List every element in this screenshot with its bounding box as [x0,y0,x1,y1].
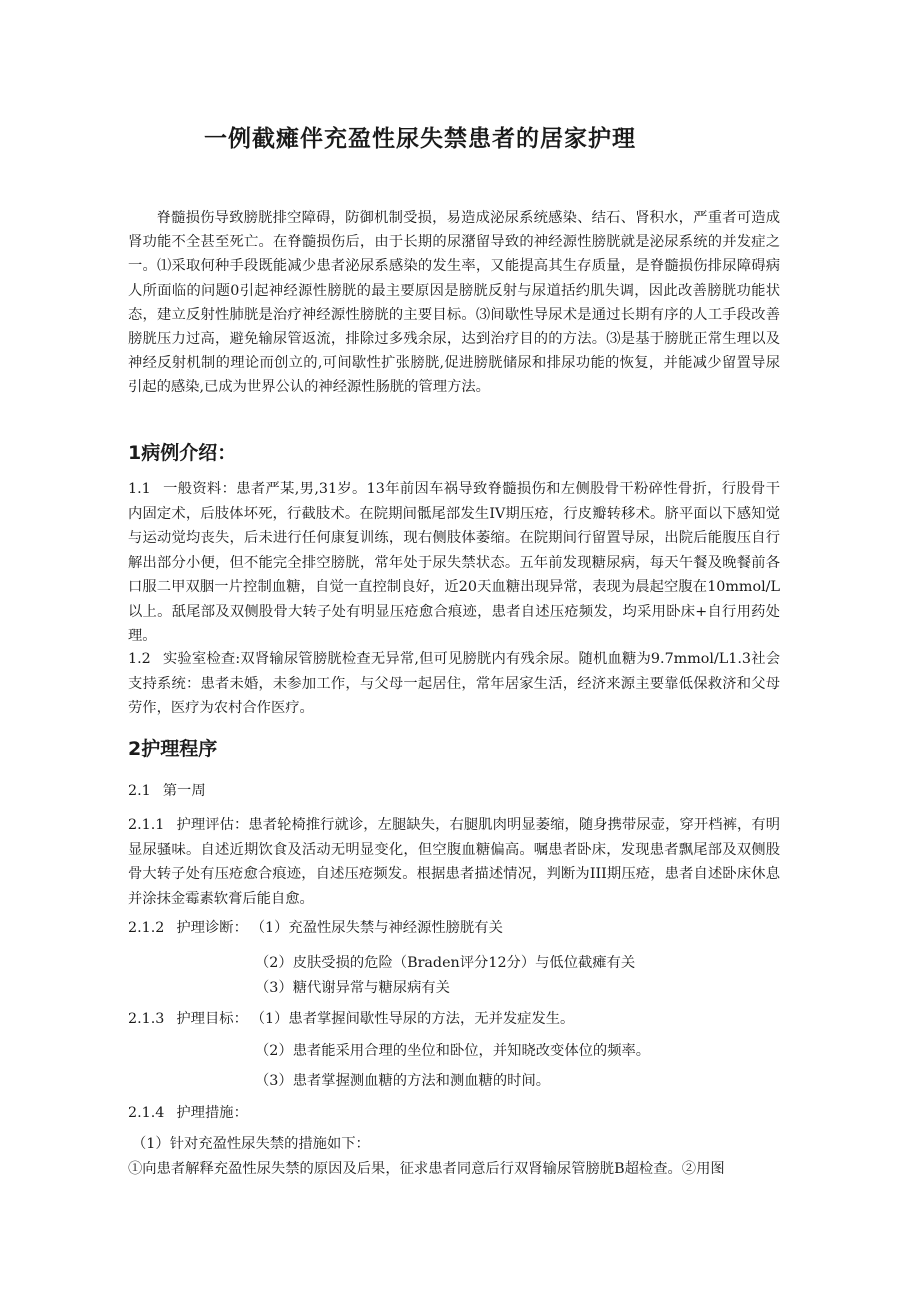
subsection-label: 第一周 [162,783,206,799]
subsection-label: 护理诊断： [176,920,248,936]
goal-item: （2）患者能采用合理的坐位和卧位，并知晓改变体位的频率。 [255,1043,651,1059]
section-number: 2.1.1 [128,817,165,833]
diagnosis-item: （1）充盈性尿失禁与神经源性膀胱有关 [257,920,503,936]
section-number: 2.1.2 [128,920,165,936]
paragraph-text: 实验室检查:双肾输尿管膀胱检查无异常,但可见膀胱内有残余尿。随机血糖为9.7mmol/L1.3社会支持系统：患者未婚，未参加工作，与父母一起居住，常年居家生活，经济来源主要靠低保救济和父母劳作，医疗为农村合作医疗。 [128,651,780,716]
case-general-info [128,477,780,649]
case-lab-exam [128,647,780,721]
nursing-assessment [128,813,780,911]
measure-heading: （1）针对充盈性尿失禁的措施如下： [132,1136,370,1152]
section-number: 2.1 [128,783,151,799]
document-title: 一例截瘫伴充盈性尿失禁患者的居家护理 [204,126,636,152]
diagnosis-item: （2）皮肤受损的危险（Braden评分12分）与低位截瘫有关 [255,955,636,971]
diagnosis-item: （3）糖代谢异常与糖尿病有关 [255,980,450,996]
nursing-diagnosis [128,917,503,937]
paragraph-text: 护理评估：患者轮椅推行就诊，左腿缺失，右腿肌肉明显萎缩，随身携带尿壶，穿开档裤，有明显尿骚味。自述近期饮食及活动无明显变化，但空腹血糖偏高。嘱患者卧床，发现患者飘尾部及双侧股骨大转子处有压疮愈合痕迹，自述压疮频发。根据患者描述情况，判断为III期压疮，患者自述卧床休息并涂抹金霉素软膏后能自愈。 [128,817,780,907]
section-number: 2.1.3 [128,1011,165,1027]
goal-item: （3）患者掌握测血糖的方法和测血糖的时间。 [255,1073,551,1089]
measure-text: ①向患者解释充盈性尿失禁的原因及后果，征求患者同意后行双肾输尿管膀胱B超检查。②用图 [128,1161,725,1177]
intro-paragraph: 脊髓损伤导致膀胱排空障碍，防御机制受损，易造成泌尿系统感染、结石、肾积水，严重者可造成肾功能不全甚至死亡。在脊髓损伤后，由于长期的尿潴留导致的神经源性膀胱就是泌尿系统的并发症之一。⑴采取何种手段既能减少患者泌尿系感染的发生率，又能提高其生存质量，是脊髓损伤排尿障碍病人所面临的问题0引起神经源性膀胱的最主要原因是膀胱反射与尿道括约肌失调，因此改善膀胱功能状态，建立反射性肺胱是治疗神经源性膀胱的主要目标。⑶间歇性导尿术是通过长期有序的人工手段改善膀胱压力过高，避免输尿管返流，排除过多残余尿，达到治疗目的的方法。⑶是基于膀胱正常生理以及神经反射机制的理论而创立的,可间歇性扩张膀胱,促进膀胱储尿和排尿功能的恢复，并能减少留置导尿引起的感染,已成为世界公认的神经源性肠胱的管理方法。 [128,210,780,396]
section-number: 1.1 [128,481,151,497]
subsection-label: 护理目标： [176,1011,248,1027]
subsection-label: 护理措施： [176,1105,248,1121]
section-number: 1.2 [128,651,151,667]
nursing-measures [128,1102,248,1122]
nursing-goals [128,1008,574,1028]
section-number: 2.1.4 [128,1105,165,1121]
section-1-heading: 1病例介绍： [128,442,237,464]
section-2-heading: 2护理程序 [128,738,218,760]
subsection-2-1 [128,780,206,800]
paragraph-text: 一般资料：患者严某,男,31岁。13年前因车祸导致脊髓损伤和左侧股骨干粉碎性骨折，行股骨干内固定术，后肢体坏死，行截肢术。在院期间骶尾部发生IV期压疮，行皮瓣转移术。脐平面以下感知觉与运动觉均丧失，后未进行任何康复训练，现右侧肢体萎缩。在院期间行留置导尿，出院后能腹压自行解出部分小便，但不能完全排空膀胱，常年处于尿失禁状态。五年前发现糖尿病，每天午餐及晚餐前各口服二甲双胭一片控制血糖，自觉一直控制良好，近20天血糖出现异常，表现为晨起空腹在10mmol/L以上。舐尾部及双侧股骨大转子处有明显压疮愈合痕迹，患者自述压疮频发，均采用卧床+自行用药处理。 [128,481,780,644]
goal-item: （1）患者掌握间歇性导尿的方法，无并发症发生。 [257,1011,575,1027]
